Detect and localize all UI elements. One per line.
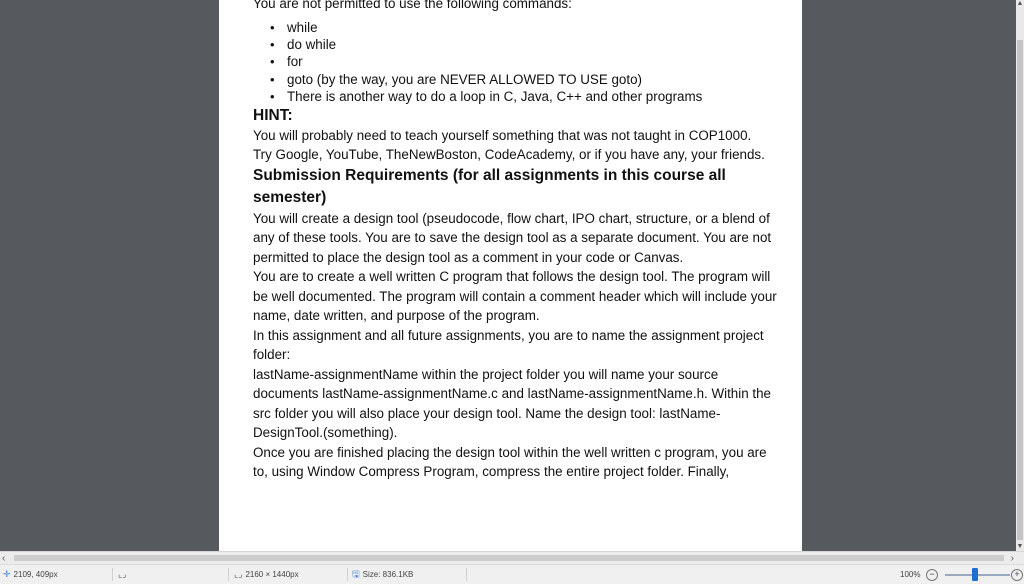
zoom-slider-thumb[interactable] xyxy=(972,568,978,581)
scroll-up-icon[interactable]: ▲ xyxy=(1016,0,1024,7)
horizontal-scroll-thumb[interactable] xyxy=(14,555,1004,561)
selection-size xyxy=(118,565,126,584)
paragraph-source-names: lastName-assignmentName within the project folder you will name your source documents lastName-assignmentName.c and lastName-assignmentName.h. Within the src folder you will also place your design tool. Name the design tool: lastName-DesignTool.(something). xyxy=(253,366,771,441)
paragraph-folder-naming: In this assignment and all future assignments, you are to name the assignment project folder: xyxy=(253,327,764,363)
scroll-right-icon[interactable]: › xyxy=(1010,553,1014,564)
selection-icon: ⌞⌟ xyxy=(118,569,127,579)
status-divider xyxy=(466,568,467,581)
zoom-level: 100% xyxy=(900,570,921,579)
disk-icon: 🖫 xyxy=(352,569,360,579)
submission-heading: Submission Requirements (for all assignments in this course all semester) xyxy=(253,166,726,206)
bullet-icon: • xyxy=(270,71,275,87)
status-bar xyxy=(0,564,1024,584)
zoom-out-icon[interactable]: − xyxy=(926,569,938,581)
scroll-left-icon[interactable]: ‹ xyxy=(2,553,6,564)
list-item: • do while xyxy=(270,36,337,52)
scroll-down-icon[interactable]: ▼ xyxy=(1016,543,1024,550)
paragraph-c-program: You are to create a well written C program that follows the design tool. The program will be well documented. The program will contain a comment header which will include your name, date written, and purpose of the program. xyxy=(253,269,777,324)
forbidden-commands-list xyxy=(253,19,778,106)
bullet-icon: • xyxy=(270,19,275,35)
paragraph-compress: Once you are finished placing the design tool within the well written c program, you are to, using Window Compress Program, compress the entire project folder. Finally, xyxy=(253,444,767,480)
bullet-icon: • xyxy=(270,36,275,52)
status-divider xyxy=(228,568,229,581)
file-size: 🖫 Size: 836.1KB xyxy=(352,565,413,584)
horizontal-scrollbar[interactable] xyxy=(0,551,1024,565)
status-divider xyxy=(112,568,113,581)
vertical-scrollbar[interactable] xyxy=(1016,0,1024,551)
list-item: • while xyxy=(270,19,318,35)
hint-line-2: Try Google, YouTube, TheNewBoston, CodeAcademy, or if you have any, your friends. xyxy=(253,147,765,163)
hint-line-1: You will probably need to teach yourself something that was not taught in COP1000. xyxy=(253,127,752,143)
list-item: • There is another way to do a loop in C, Java, C++ and other programs xyxy=(270,89,703,105)
image-dimensions: ⌞⌟ 2160 × 1440px xyxy=(234,565,299,584)
paragraph-design-tool: You will create a design tool (pseudocode, flow chart, IPO chart, structure, or a blend of any of these tools. You are to save the design tool as a separate document. You are not permitted to place the design tool as a comment in your code or Canvas. xyxy=(253,210,772,265)
document-page xyxy=(219,0,802,551)
commands-intro: You are not permitted to use the following commands: xyxy=(253,0,572,11)
zoom-in-icon[interactable]: + xyxy=(1011,569,1023,581)
cursor-position: ✛ 2109, 409px xyxy=(3,565,58,584)
hint-heading: HINT: xyxy=(253,106,293,124)
bullet-icon: • xyxy=(270,89,275,105)
crosshair-icon: ✛ xyxy=(3,569,11,579)
vertical-scroll-thumb[interactable] xyxy=(1017,40,1023,540)
dimensions-icon: ⌞⌟ xyxy=(234,569,243,579)
list-item: • for xyxy=(270,54,303,70)
bullet-icon: • xyxy=(270,54,275,70)
list-item: • goto (by the way, you are NEVER ALLOWED TO USE goto) xyxy=(270,71,643,87)
document-body xyxy=(253,0,778,482)
status-divider xyxy=(347,568,348,581)
